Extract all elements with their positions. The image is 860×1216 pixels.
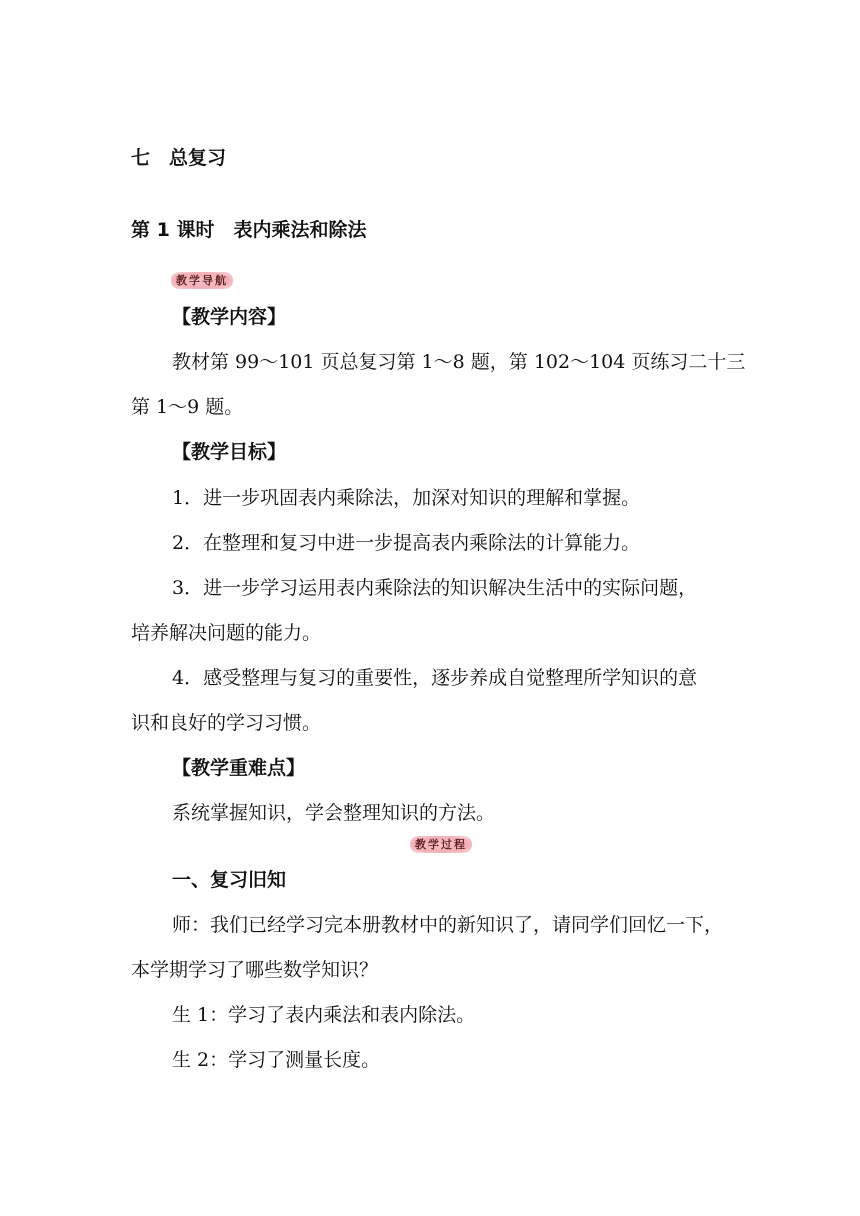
teacher-line-2: 本学期学习了哪些数学知识？ [131,959,379,981]
teaching-navigation-badge: 教学导航 [171,272,233,289]
section-1-heading: 一、复习旧知 [172,869,287,891]
student-2-line: 生 2：学习了测量长度。 [172,1049,381,1071]
goal-4-line-2: 识和良好的学习习惯。 [131,712,322,734]
goal-2: 2．在整理和复习中进一步提高表内乘除法的计算能力。 [172,532,641,554]
teaching-goals-heading: 【教学目标】 [172,441,287,463]
teacher-line-1: 师：我们已经学习完本册教材中的新知识了，请同学们回忆一下， [172,914,724,936]
goal-3-line-1: 3．进一步学习运用表内乘除法的知识解决生活中的实际问题， [172,577,698,599]
chapter-title: 七 总复习 [131,147,227,169]
goal-1: 1．进一步巩固表内乘除法，加深对知识的理解和掌握。 [172,487,641,509]
teaching-content-heading: 【教学内容】 [172,306,287,328]
teaching-content-line-2: 第 1～9 题。 [131,396,244,418]
goal-4-line-1: 4．感受整理与复习的重要性，逐步养成自觉整理所学知识的意 [172,667,698,689]
teaching-content-line-1: 教材第 99～101 页总复习第 1～8 题，第 102～104 页练习二十三 [172,351,746,373]
goal-3-line-2: 培养解决问题的能力。 [131,622,322,644]
lesson-title: 第 1 课时 表内乘法和除法 [131,219,367,241]
key-points-heading: 【教学重难点】 [172,757,306,779]
teaching-process-badge: 教学过程 [410,836,472,853]
student-1-line: 生 1：学习了表内乘法和表内除法。 [172,1004,476,1026]
key-points-text: 系统掌握知识，学会整理知识的方法。 [172,802,496,824]
